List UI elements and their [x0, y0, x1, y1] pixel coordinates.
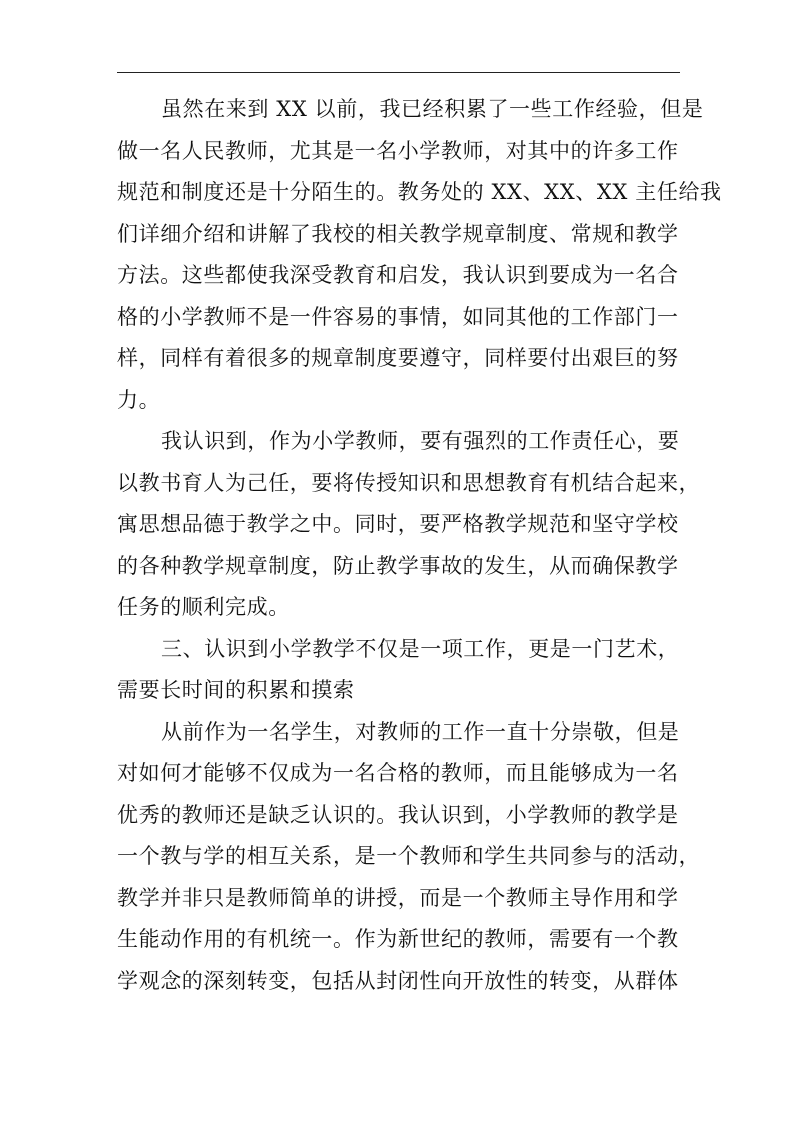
text-line: 优秀的教师还是缺乏认识的。我认识到，小学教师的教学是	[117, 802, 679, 827]
text-line: 从前作为一名学生，对教师的工作一直十分崇敬，但是	[161, 719, 680, 744]
text-line: 样，同样有着很多的规章制度要遵守，同样要付出艰巨的努	[117, 346, 679, 370]
text-line: 们详细介绍和讲解了我校的相关教学规章制度、常规和教学	[117, 221, 679, 246]
text-line: 方法。这些都使我深受教育和启发，我认识到要成为一名合	[117, 263, 679, 287]
text-line: 对如何才能够不仅成为一名合格的教师，而且能够成为一名	[117, 761, 679, 785]
text-line: 我认识到，作为小学教师，要有强烈的工作责任心，要	[161, 429, 680, 453]
text-line: 的各种教学规章制度，防止教学事故的发生，从而确保教学	[117, 553, 679, 578]
text-line: 规范和制度还是十分陌生的。教务处的 XX、XX、XX 主任给我	[117, 180, 722, 204]
text-line: 力。	[117, 387, 161, 412]
text-line: 格的小学教师不是一件容易的事情，如同其他的工作部门一	[117, 304, 679, 329]
paragraph	[117, 421, 701, 629]
text-line: 需要长时间的积累和摸索	[117, 678, 355, 702]
text-line: 任务的顺利完成。	[117, 595, 290, 619]
text-line: 学观念的深刻转变，包括从封闭性向开放性的转变，从群体	[117, 968, 679, 993]
text-line: 以教书育人为己任，要将传授知识和思想教育有机结合起来，	[117, 470, 701, 495]
text-line: 做一名人民教师，尤其是一名小学教师，对其中的许多工作	[117, 138, 679, 163]
text-line: 寓思想品德于教学之中。同时，要严格教学规范和坚守学校	[117, 512, 679, 536]
text-line: 虽然在来到 XX 以前，我已经积累了一些工作经验，但是	[161, 97, 704, 121]
text-line: 教学并非只是教师简单的讲授，而是一个教师主导作用和学	[117, 885, 679, 910]
paragraph	[117, 89, 722, 421]
document-body	[117, 89, 722, 1002]
paragraph	[117, 712, 701, 1003]
header-rule	[117, 72, 680, 73]
text-line: 生能动作用的有机统一。作为新世纪的教师，需要有一个教	[117, 927, 679, 951]
text-line: 一个教与学的相互关系，是一个教师和学生共同参与的活动，	[117, 844, 701, 868]
text-line: 三、认识到小学教学不仅是一项工作，更是一门艺术，	[161, 636, 680, 661]
section-heading	[117, 629, 683, 712]
